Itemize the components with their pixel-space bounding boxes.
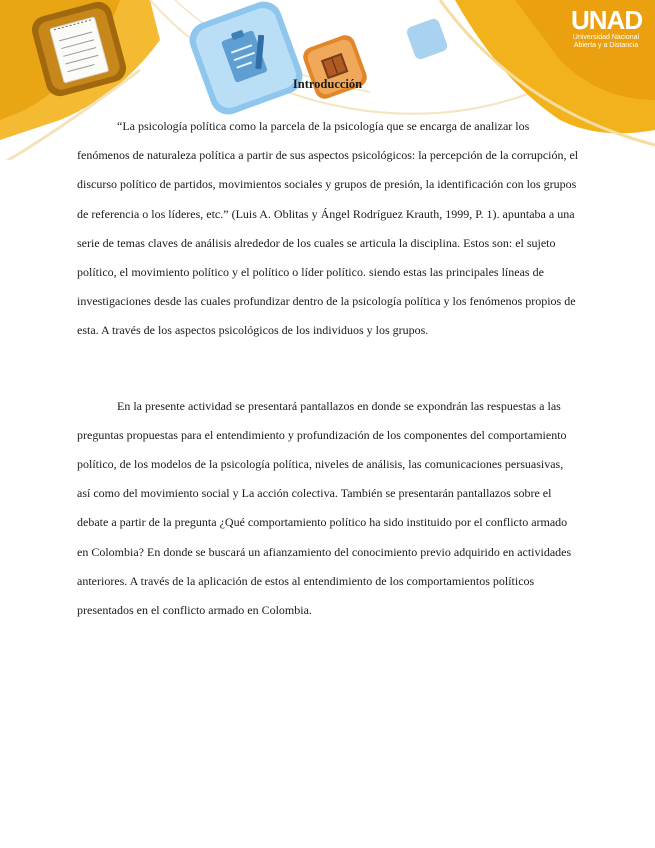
- logo-wordmark: UNAD: [571, 5, 643, 35]
- unad-logo: [571, 6, 641, 50]
- page-title: Introducción: [292, 77, 363, 91]
- document-body: [77, 112, 579, 625]
- clipboard-pencil-icon: [184, 0, 307, 120]
- diamond-shape: [405, 17, 449, 61]
- paragraph-1: “La psicología política como la parcela de la psicología que se encarga de analizar los fenómenos de naturaleza política a partir de sus aspectos psicológicos: la percepción de la corrupción, el discurso político de partidos, movimientos sociales y grupos de presión, la identificación con los grupos de referencia o los líderes, etc.” (Luis A. Oblitas y Ángel Rodríguez Krauth, 1999, P. 1). apuntaba a una serie de temas claves de análisis alrededor de los cuales se articula la disciplina. Estos son: el sujeto político, el movimiento político y el político o líder político. siendo estas las principales líneas de investigaciones desde las cuales profundizar dentro de la psicología política y los fenómenos propios de esta. A través de los aspectos psicológicos de los individuos y los grupos.: [77, 119, 579, 338]
- logo-subtitle-1: Universidad Nacional: [572, 34, 640, 41]
- paragraph-2: En la presente actividad se presentará pantallazos en donde se expondrán las respuestas a las preguntas propuestas para el entendimiento y profundización de los componentes del comportamiento político, de los modelos de la psicología política, niveles de análisis, las comunicaciones persuasivas, así como del movimiento social y La acción colectiva. También se presentarán pantallazos sobre el debate a partir de la pregunta ¿Qué comportamiento político ha sido instituido por el conflicto armado en Colombia? En donde se buscará un afianzamiento del conocimiento previo adquirido en actividades anteriores. A través de la aplicación de estos al entendimiento de los comportamientos políticos presentados en el conflicto armado en Colombia.: [77, 398, 572, 618]
- logo-subtitle-2: Abierta y a Distancia: [573, 42, 639, 49]
